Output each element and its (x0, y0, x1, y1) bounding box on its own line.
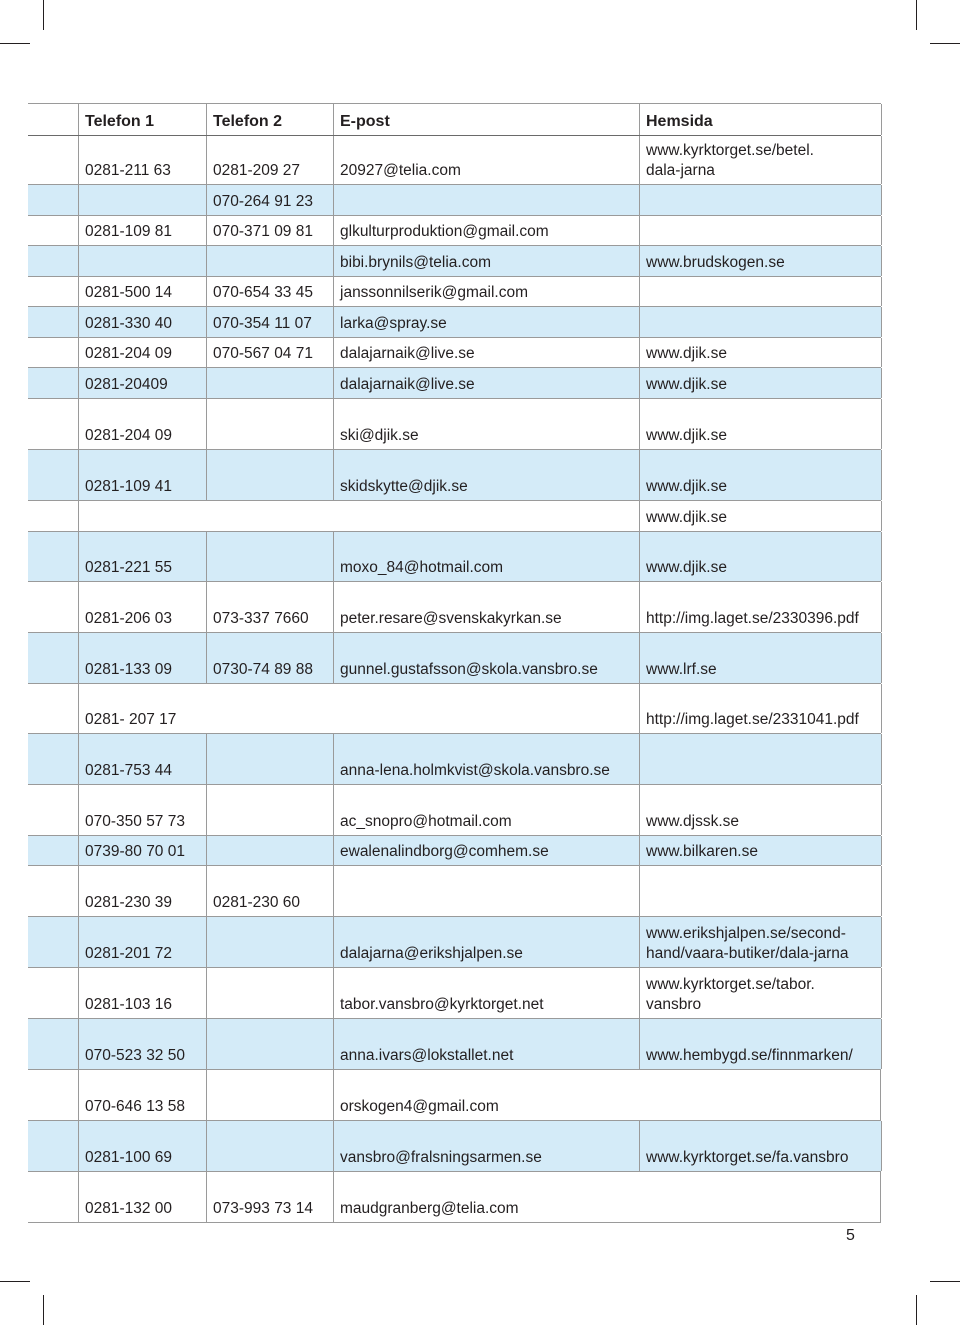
telefon-1-cell (78, 104, 207, 135)
cell-text: 073-993 73 14 (213, 1200, 313, 1217)
cell-text: vansbro@fralsningsarmen.se (340, 1149, 542, 1166)
contact-table (28, 103, 881, 1223)
telefon-2-cell (206, 216, 334, 245)
hemsida-cell (639, 1070, 881, 1120)
cell-text: 070-350 57 73 (85, 813, 185, 830)
hemsida-cell (639, 136, 882, 184)
hemsida-cell (639, 246, 882, 276)
cell-text: 0281-109 41 (85, 478, 173, 495)
cell-text: orskogen4@gmail.com (340, 1098, 499, 1115)
cell-text: 0281-230 39 (85, 894, 173, 911)
table-row (28, 1019, 881, 1070)
telefon-1-cell (78, 1070, 207, 1120)
table-row (28, 307, 881, 338)
cell-text: larka@spray.se (340, 315, 447, 332)
page-number: 5 (846, 1227, 855, 1244)
table-row (28, 734, 881, 785)
e-post-cell (333, 1172, 640, 1222)
cell-text: www.djik.se (646, 427, 727, 444)
e-post-cell (333, 185, 640, 215)
crop-mark (43, 0, 44, 30)
telefon-2-cell (206, 1019, 334, 1069)
cell-text: 0281-132 00 (85, 1200, 173, 1217)
e-post-cell (333, 368, 640, 398)
crop-mark (916, 1295, 917, 1325)
e-post-cell (333, 246, 640, 276)
telefon-1-cell (78, 399, 207, 449)
table-row (28, 185, 881, 216)
table-row (28, 399, 881, 450)
table-row (28, 246, 881, 277)
hemsida-cell (639, 582, 882, 632)
telefon-1-cell (78, 968, 207, 1018)
cell-text: 0730-74 89 88 (213, 661, 313, 678)
e-post-cell (333, 307, 640, 337)
cell-text: E-post (340, 113, 390, 130)
telefon-2-cell (206, 1070, 334, 1120)
telefon-1-cell (78, 785, 207, 835)
e-post-cell (333, 684, 639, 733)
cell-text: ac_snopro@hotmail.com (340, 813, 512, 830)
cell-text: www.djik.se (646, 478, 727, 495)
e-post-cell (333, 836, 640, 865)
cell-text: www.hembygd.se/finnmarken/ (646, 1047, 853, 1064)
e-post-cell (333, 968, 640, 1018)
table-row (28, 836, 881, 866)
hemsida-cell (639, 104, 882, 135)
cell-text: www.djssk.se (646, 813, 740, 830)
telefon-2-cell (206, 501, 333, 531)
cell-text: www.erikshjalpen.se/second- hand/vaara-butiker/dala-jarna (646, 925, 849, 962)
hemsida-cell (639, 836, 882, 865)
hemsida-cell (639, 307, 882, 337)
table-header-row (28, 104, 881, 136)
cell-text: http://img.laget.se/2330396.pdf (646, 610, 859, 627)
table-row (28, 968, 881, 1019)
cell-text: gunnel.gustafsson@skola.vansbro.se (340, 661, 598, 678)
telefon-1-cell (78, 307, 207, 337)
cell-text: www.bilkaren.se (646, 843, 758, 860)
table-row (28, 1121, 881, 1172)
crop-mark (916, 0, 917, 30)
telefon-2-cell (206, 866, 334, 916)
table-row (28, 136, 881, 185)
cell-text: 0281-100 69 (85, 1149, 173, 1166)
telefon-1-cell (78, 917, 207, 967)
telefon-1-cell (78, 836, 207, 865)
hemsida-cell (639, 450, 882, 500)
telefon-2-cell (206, 277, 334, 306)
hemsida-cell (639, 216, 882, 245)
telefon-1-cell (78, 582, 207, 632)
telefon-2-cell (206, 1172, 334, 1222)
table-row (28, 450, 881, 501)
cell-text: tabor.vansbro@kyrktorget.net (340, 996, 544, 1013)
hemsida-cell (639, 185, 882, 215)
table-row (28, 684, 881, 734)
table-row (28, 338, 881, 368)
hemsida-cell (639, 633, 882, 683)
cell-text: 070-646 13 58 (85, 1098, 185, 1115)
cell-text: www.kyrktorget.se/tabor. vansbro (646, 976, 815, 1013)
cell-text: 0739-80 70 01 (85, 843, 185, 860)
crop-mark (0, 43, 30, 44)
telefon-2-cell (206, 185, 334, 215)
telefon-1-cell (78, 136, 207, 184)
cell-text: 0281-330 40 (85, 315, 173, 332)
hemsida-cell (639, 968, 882, 1018)
hemsida-cell (639, 399, 882, 449)
cell-text: anna.ivars@lokstallet.net (340, 1047, 514, 1064)
table-row (28, 501, 881, 532)
cell-text: www.djik.se (646, 559, 727, 576)
telefon-1-cell (78, 633, 207, 683)
telefon-1-cell (78, 1121, 207, 1171)
e-post-cell (333, 216, 640, 245)
cell-text: 070-654 33 45 (213, 284, 313, 301)
e-post-cell (333, 1019, 640, 1069)
table-row (28, 582, 881, 633)
cell-text: 0281-109 81 (85, 223, 173, 240)
telefon-2-cell (206, 633, 334, 683)
cell-text: janssonnilserik@gmail.com (340, 284, 529, 301)
e-post-cell (333, 277, 640, 306)
e-post-cell (333, 582, 640, 632)
cell-text: 0281-204 09 (85, 427, 173, 444)
cell-text: peter.resare@svenskakyrkan.se (340, 610, 562, 627)
e-post-cell (333, 501, 639, 531)
cell-text: 0281-753 44 (85, 762, 173, 779)
cell-text: 0281- 207 17 (85, 711, 177, 728)
cell-text: anna-lena.holmkvist@skola.vansbro.se (340, 762, 610, 779)
hemsida-cell (639, 1019, 882, 1069)
cell-text: Telefon 2 (213, 113, 283, 130)
cell-text: www.djik.se (646, 509, 727, 526)
telefon-2-cell (206, 368, 334, 398)
telefon-1-cell (78, 368, 207, 398)
cell-text: glkulturproduktion@gmail.com (340, 223, 549, 240)
cell-text: 0281-206 03 (85, 610, 173, 627)
cell-text: 070-523 32 50 (85, 1047, 185, 1064)
cell-text: bibi.brynils@telia.com (340, 254, 491, 271)
cell-text: 073-337 7660 (213, 610, 309, 627)
telefon-2-cell (206, 399, 334, 449)
hemsida-cell (639, 1172, 881, 1222)
telefon-1-cell (78, 866, 207, 916)
telefon-1-cell (78, 532, 207, 581)
telefon-1-cell (78, 216, 207, 245)
telefon-1-cell (78, 1019, 207, 1069)
telefon-1-cell (78, 338, 207, 367)
telefon-2-cell (206, 136, 334, 184)
cell-text: ski@djik.se (340, 427, 419, 444)
cell-text: Telefon 1 (85, 113, 155, 130)
telefon-2-cell (206, 307, 334, 337)
hemsida-cell (639, 1121, 882, 1171)
e-post-cell (333, 866, 640, 916)
cell-text: 070-354 11 07 (213, 315, 312, 332)
cell-text: moxo_84@hotmail.com (340, 559, 504, 576)
cell-text: 20927@telia.com (340, 162, 461, 179)
table-row (28, 866, 881, 917)
telefon-2-cell (206, 734, 334, 784)
telefon-1-cell (78, 246, 207, 276)
table-row (28, 277, 881, 307)
cell-text: Hemsida (646, 113, 713, 130)
telefon-2-cell (206, 582, 334, 632)
table-row (28, 216, 881, 246)
telefon-1-cell (78, 450, 207, 500)
crop-mark (930, 43, 960, 44)
table-row (28, 368, 881, 399)
cell-text: 0281-201 72 (85, 945, 173, 962)
e-post-cell (333, 136, 640, 184)
hemsida-cell (639, 785, 882, 835)
cell-text: 0281-211 63 (85, 162, 171, 179)
cell-text: www.djik.se (646, 345, 727, 362)
table-row (28, 785, 881, 836)
cell-text: 070-264 91 23 (213, 193, 313, 210)
e-post-cell (333, 399, 640, 449)
telefon-2-cell (206, 785, 334, 835)
cell-text: 0281-230 60 (213, 894, 301, 911)
hemsida-cell (639, 684, 882, 733)
telefon-2-cell (206, 532, 334, 581)
telefon-2-cell (206, 836, 334, 865)
cell-text: 070-371 09 81 (213, 223, 313, 240)
e-post-cell (333, 450, 640, 500)
crop-mark (0, 1281, 30, 1282)
telefon-2-cell (206, 450, 334, 500)
telefon-2-cell (206, 338, 334, 367)
crop-mark (930, 1281, 960, 1282)
cell-text: 0281-221 55 (85, 559, 173, 576)
cell-text: 070-567 04 71 (213, 345, 313, 362)
cell-text: 0281-103 16 (85, 996, 173, 1013)
hemsida-cell (639, 866, 882, 916)
cell-text: www.brudskogen.se (646, 254, 785, 271)
table-row (28, 1172, 881, 1223)
e-post-cell (333, 104, 640, 135)
e-post-cell (333, 633, 640, 683)
cell-text: www.kyrktorget.se/fa.vansbro (646, 1149, 849, 1166)
e-post-cell (333, 338, 640, 367)
telefon-2-cell (206, 104, 334, 135)
cell-text: www.djik.se (646, 376, 727, 393)
telefon-1-cell (78, 684, 207, 733)
cell-text: ewalenalindborg@comhem.se (340, 843, 549, 860)
cell-text: www.kyrktorget.se/betel. dala-jarna (646, 142, 814, 179)
table-row (28, 1070, 881, 1121)
cell-text: www.lrf.se (646, 661, 717, 678)
cell-text: 0281-133 09 (85, 661, 173, 678)
telefon-2-cell (206, 684, 333, 733)
cell-text: http://img.laget.se/2331041.pdf (646, 711, 859, 728)
e-post-cell (333, 785, 640, 835)
hemsida-cell (639, 917, 882, 967)
hemsida-cell (639, 338, 882, 367)
crop-mark (43, 1295, 44, 1325)
table-row (28, 917, 881, 968)
cell-text: 0281-500 14 (85, 284, 173, 301)
telefon-1-cell (78, 277, 207, 306)
cell-text: dalajarnaik@live.se (340, 345, 475, 362)
e-post-cell (333, 1121, 640, 1171)
cell-text: 0281-209 27 (213, 162, 301, 179)
table-row (28, 532, 881, 582)
cell-text: 0281-204 09 (85, 345, 173, 362)
e-post-cell (333, 917, 640, 967)
table-row (28, 633, 881, 684)
hemsida-cell (639, 501, 882, 531)
telefon-1-cell (78, 501, 207, 531)
hemsida-cell (639, 734, 882, 784)
hemsida-cell (639, 277, 882, 306)
telefon-2-cell (206, 968, 334, 1018)
cell-text: skidskytte@djik.se (340, 478, 468, 495)
cell-text: dalajarnaik@live.se (340, 376, 475, 393)
hemsida-cell (639, 368, 882, 398)
cell-text: 0281-20409 (85, 376, 168, 393)
e-post-cell (333, 532, 640, 581)
cell-text: dalajarna@erikshjalpen.se (340, 945, 523, 962)
telefon-1-cell (78, 185, 207, 215)
telefon-1-cell (78, 734, 207, 784)
e-post-cell (333, 734, 640, 784)
telefon-2-cell (206, 246, 334, 276)
telefon-2-cell (206, 917, 334, 967)
e-post-cell (333, 1070, 640, 1120)
hemsida-cell (639, 532, 882, 581)
telefon-1-cell (78, 1172, 207, 1222)
cell-text: maudgranberg@telia.com (340, 1200, 519, 1217)
telefon-2-cell (206, 1121, 334, 1171)
